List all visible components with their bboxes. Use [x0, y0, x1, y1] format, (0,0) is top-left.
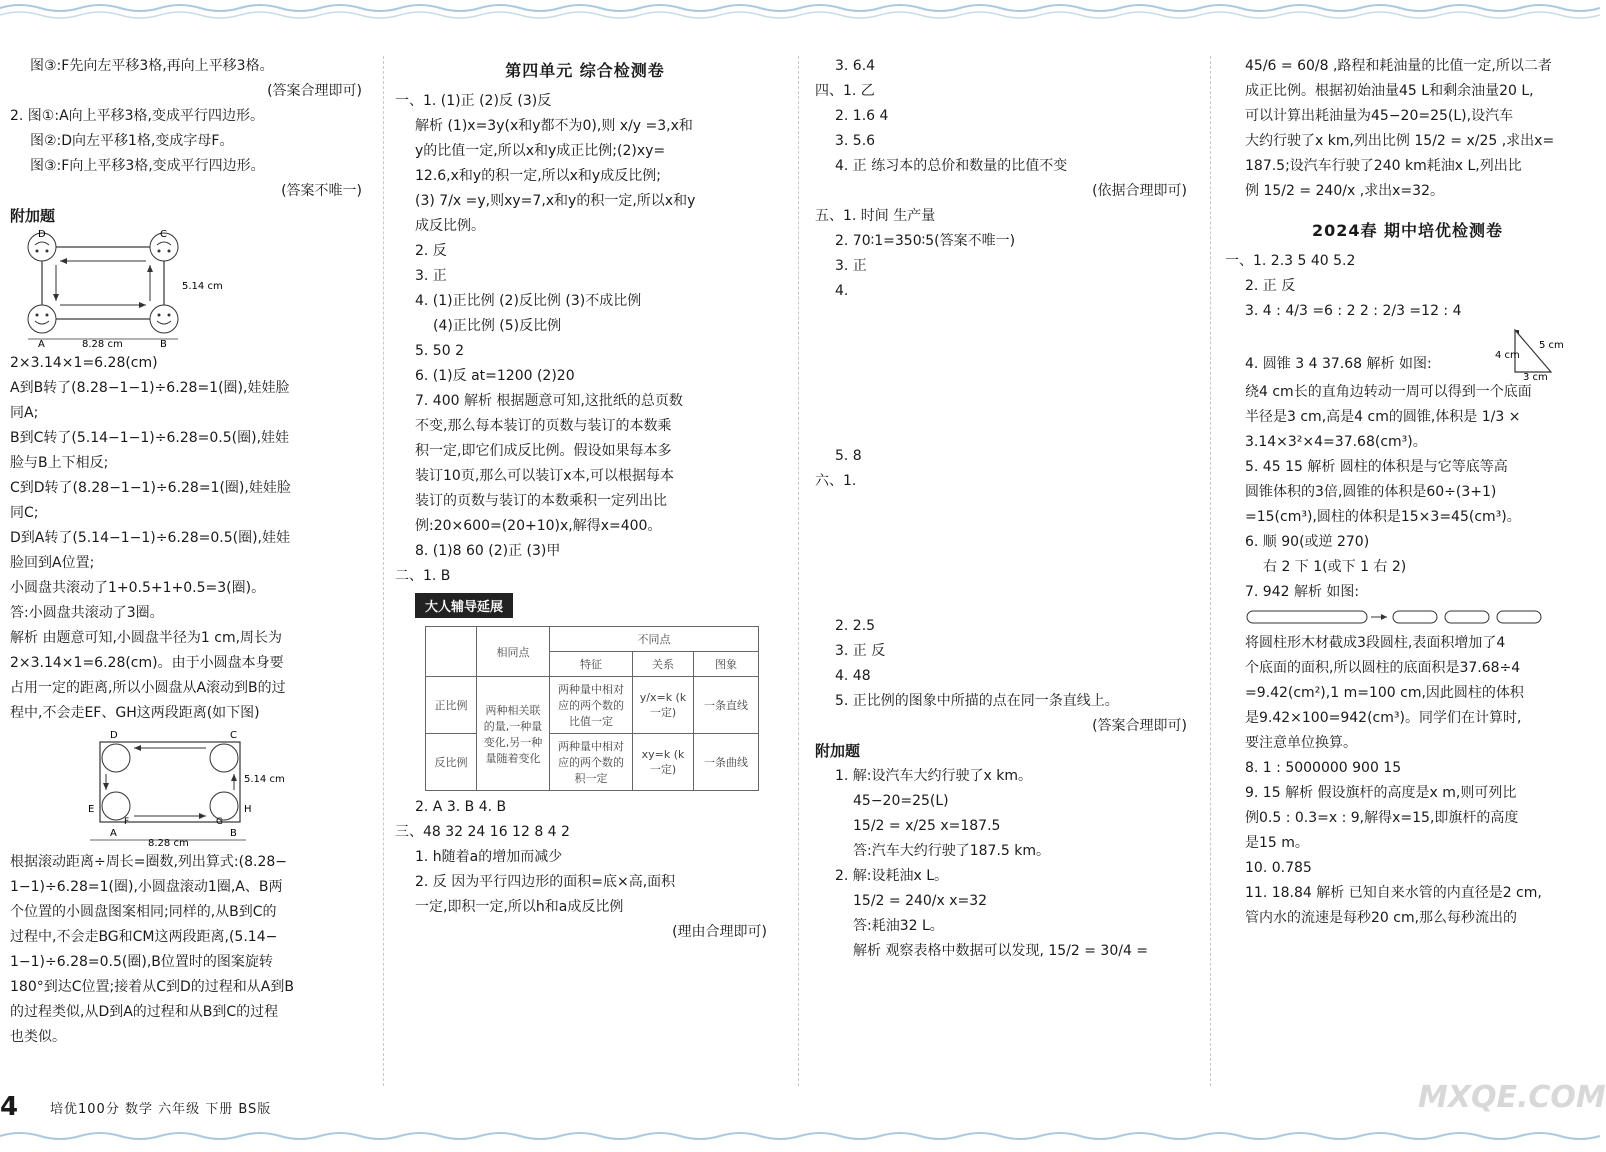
answer-line: =15(cm³),圆柱的体积是15×3=45(cm³)。: [1245, 509, 1521, 525]
answer-line: 3. 正: [835, 258, 867, 274]
text-line: 同C;: [10, 505, 39, 521]
answer-line: 二、1. B: [395, 568, 451, 584]
height-label: 5.14 cm: [182, 281, 223, 292]
answer-line: 解析 (1)x=3y(x和y都不为0),则 x/y =3,x和: [415, 118, 693, 134]
answer-line: 管内水的流速是每秒20 cm,那么每秒流出的: [1245, 910, 1518, 926]
answer-line: 2. 解:设耗油x L。: [835, 868, 949, 884]
answer-line: 三、48 32 24 16 12 8 4 2: [395, 824, 570, 840]
answer-line: 5. 8: [835, 448, 862, 464]
column-2: [395, 54, 775, 1094]
height-label: 5.14 cm: [244, 774, 285, 785]
production-line-chart: [833, 304, 1153, 444]
tutor-tag: 大人辅导延展: [415, 593, 513, 618]
answer-line: (答案合理即可): [1092, 718, 1187, 734]
top-wave-border: [0, 0, 1600, 22]
page-footer: [0, 1092, 400, 1122]
answer-line: (依据合理即可): [1092, 183, 1187, 199]
table-header: 不同点: [550, 627, 759, 652]
book-info: 培优100分 数学 六年级 下册 BS版: [50, 1102, 272, 1117]
rolling-disc-figure-1: [10, 231, 370, 349]
width-label: 8.28 cm: [82, 339, 123, 350]
answer-line: 可以计算出耗油量为45−20=25(L),设汽车: [1245, 108, 1514, 124]
point-label-A: A: [110, 828, 117, 839]
text-line: 过程中,不会走BG和CM这两段距离,(5.14−: [10, 929, 278, 945]
answer-line: 要注意单位换算。: [1245, 735, 1357, 751]
point-label-H: H: [244, 804, 252, 815]
text-line: 占用一定的距离,所以小圆盘从A滚动到B的过: [10, 680, 286, 696]
answer-line: 2. A 3. B 4. B: [415, 799, 507, 815]
column-separator: [1210, 56, 1211, 1086]
answer-line: 5. 45 15 解析 圆柱的体积是与它等底等高: [1245, 459, 1508, 475]
point-label-C: C: [230, 730, 237, 741]
answer-line: 积一定,即它们成反比例。假设如果每本多: [415, 443, 672, 459]
distance-line-chart: [853, 494, 1073, 614]
answer-line: (理由合理即可): [672, 924, 767, 940]
text-line: 图③:F向上平移3格,变成平行四边形。: [30, 158, 265, 174]
answer-line: 15/2 = 240/x x=32: [853, 893, 988, 909]
answer-line: 例 15/2 = 240/x ,求出x=32。: [1245, 183, 1444, 199]
text-line: 2. 图①:A向上平移3格,变成平行四边形。: [10, 108, 265, 124]
table-header: 关系: [633, 652, 694, 677]
answer-line: 2. 1.6 4: [835, 108, 889, 124]
answer-line: 是9.42×100=942(cm³)。同学们在计算时,: [1245, 710, 1522, 726]
rectangle-path-diagram: [10, 231, 270, 349]
text-line: D到A转了(5.14−1−1)÷6.28=0.5(圈),娃娃: [10, 530, 290, 546]
text-line: 1−1)÷6.28=0.5(圈),B位置时的图案旋转: [10, 954, 273, 970]
answer-line: 解析 观察表格中数据可以发现, 15/2 = 30/4 =: [853, 943, 1149, 959]
table-cell: y/x=k (k一定): [633, 677, 694, 734]
answer-line: 装订的页数与装订的本数乘积一定列出比: [415, 493, 667, 509]
extra-question-title: 附加题: [10, 207, 56, 225]
answer-line: 例:20×600=(20+10)x,解得x=400。: [415, 518, 662, 534]
answer-line: 11. 18.84 解析 已知自来水管的内直径是2 cm,: [1245, 885, 1542, 901]
column-4: [1225, 54, 1590, 1094]
point-label-G: G: [216, 817, 223, 827]
text-line: 图②:D向左平移1格,变成字母F。: [30, 133, 234, 149]
proportion-comparison-table: [425, 626, 759, 791]
text-line: 2×3.14×1=6.28(cm)。由于小圆盘本身要: [10, 655, 284, 671]
text-line: 解析 由题意可知,小圆盘半径为1 cm,周长为: [10, 630, 283, 646]
answer-line: 1. h随着a的增加而减少: [415, 849, 563, 865]
bottom-wave-border: [0, 1128, 1600, 1150]
answer-line: 五、1. 时间 生产量: [815, 208, 936, 224]
answer-line: 8. 1 : 5000000 900 15: [1245, 760, 1402, 776]
table-cell: 两种量中相对应的两个数的积一定: [550, 734, 633, 791]
column-1: [10, 54, 370, 1094]
table-cell: 两种量中相对应的两个数的比值一定: [550, 677, 633, 734]
text-line: 的过程类似,从D到A的过程和从B到C的过程: [10, 1004, 279, 1020]
table-header: 特征: [550, 652, 633, 677]
side-label: 5 cm: [1539, 340, 1564, 351]
point-label-E: E: [88, 804, 95, 815]
answer-line: =9.42(cm²),1 m=100 cm,因此圆柱的体积: [1245, 685, 1524, 701]
answer-line: 答:耗油32 L。: [853, 918, 944, 934]
side-label: 4 cm: [1495, 350, 1520, 361]
answer-line: 4. 48: [835, 668, 871, 684]
text-line: 程中,不会走EF、GH这两段距离(如下图): [10, 705, 260, 721]
answer-line: 15/2 = x/25 x=187.5: [853, 818, 1001, 834]
answer-line: 一定,即积一定,所以h和a成反比例: [415, 899, 624, 915]
answer-line: 4. 圆锥 3 4 37.68 解析 如图:: [1245, 356, 1432, 372]
section-title: 2024春 期中培优检测卷: [1311, 221, 1504, 240]
text-line: 个位置的小圆盘图案相同;同样的,从B到C的: [10, 904, 277, 920]
table-cell: 反比例: [426, 734, 477, 791]
rectangle-path-diagram-detail: [10, 728, 285, 849]
triangle-row: [1225, 324, 1590, 383]
text-line: 1−1)÷6.28=1(圈),小圆盘滚动1圈,A、B两: [10, 879, 283, 895]
point-label-C: C: [160, 229, 167, 240]
answer-line: 是15 m。: [1245, 835, 1309, 851]
side-label: 3 cm: [1523, 372, 1548, 383]
answer-line: 2. 反: [415, 243, 447, 259]
answer-line: 2. 2.5: [835, 618, 876, 634]
text-line: 也类似。: [10, 1029, 66, 1045]
answer-line: 个底面的面积,所以圆柱的底面积是37.68÷4: [1245, 660, 1521, 676]
point-label-A: A: [38, 339, 45, 350]
section-title: 第四单元 综合检测卷: [505, 61, 665, 80]
text-line: 答:小圆盘共滚动了3圈。: [10, 605, 164, 621]
answer-line: 半径是3 cm,高是4 cm的圆锥,体积是 1/3 ×: [1245, 409, 1521, 425]
column-separator: [383, 56, 384, 1086]
answer-line: 5. 50 2: [415, 343, 464, 359]
table-cell: 两种相关联的量,一种量变化,另一种量随着变化: [477, 677, 550, 791]
answer-line: 6. 顺 90(或逆 270): [1245, 534, 1370, 550]
text-line: (答案合理即可): [267, 83, 362, 99]
point-label-D: D: [38, 229, 46, 240]
text-line: 180°到达C位置;接着从C到D的过程和从A到B: [10, 979, 294, 995]
answer-line: 成反比例。: [415, 218, 485, 234]
text-line: 同A;: [10, 405, 39, 421]
answer-line: 3.14×3²×4=37.68(cm³)。: [1245, 434, 1427, 450]
answer-line: 4.: [835, 283, 849, 299]
answer-line: 3. 5.6: [835, 133, 876, 149]
text-line: 2×3.14×1=6.28(cm): [10, 355, 158, 371]
answer-line: 5. 正比例的图象中所描的点在同一条直线上。: [835, 693, 1119, 709]
answer-line: 3. 6.4: [835, 58, 876, 74]
answer-line: 2. 正 反: [1245, 278, 1296, 294]
table-header: 图象: [694, 652, 759, 677]
answer-line: 答:汽车大约行驶了187.5 km。: [853, 843, 1050, 859]
text-line: 根据滚动距离÷周长=圈数,列出算式:(8.28−: [10, 854, 287, 870]
answer-line: 2. 70∶1=350∶5(答案不唯一): [835, 233, 1016, 249]
text-line: A到B转了(8.28−1−1)÷6.28=1(圈),娃娃脸: [10, 380, 290, 396]
answer-line: 将圆柱形木材截成3段圆柱,表面积增加了4: [1245, 635, 1506, 651]
width-label: 8.28 cm: [148, 838, 189, 849]
answer-line: 一、1. (1)正 (2)反 (3)反: [395, 93, 552, 109]
answer-line: 3. 正: [415, 268, 447, 284]
rolling-disc-figure-2: [10, 728, 370, 848]
text-line: 脸回到A位置;: [10, 555, 95, 571]
answer-line: 3. 正 反: [835, 643, 886, 659]
answer-line: 2. 反 因为平行四边形的面积=底×高,面积: [415, 874, 676, 890]
table-header: 相同点: [477, 627, 550, 677]
extra-question-title: 附加题: [815, 742, 861, 760]
answer-line: (4)正比例 (5)反比例: [433, 318, 562, 334]
text-line: 脸与B上下相反;: [10, 455, 109, 471]
answer-line: 装订10页,那么可以装订x本,可以根据每本: [415, 468, 674, 484]
table-cell: xy=k (k一定): [633, 734, 694, 791]
answer-line: 3. 4 : 4/3 =6 : 2 2 : 2/3 =12 : 4: [1245, 303, 1462, 319]
answer-line: 7. 942 解析 如图:: [1245, 584, 1360, 600]
answer-line: y的比值一定,所以x和y成正比例;(2)xy=: [415, 143, 666, 159]
page-number: 4: [0, 1092, 19, 1122]
table-cell: 一条直线: [694, 677, 759, 734]
answer-line: 4. (1)正比例 (2)反比例 (3)不成比例: [415, 293, 642, 309]
answer-line: 一、1. 2.3 5 40 5.2: [1225, 253, 1356, 269]
point-label-B: B: [160, 339, 167, 350]
answer-line: 4. 正 练习本的总价和数量的比值不变: [835, 158, 1068, 174]
answer-line: 六、1.: [815, 473, 857, 489]
text-line: (答案不唯一): [281, 183, 362, 199]
answer-line: 例0.5 : 0.3=x : 9,解得x=15,即旗杆的高度: [1245, 810, 1519, 826]
text-line: B到C转了(5.14−1−1)÷6.28=0.5(圈),娃娃: [10, 430, 290, 446]
point-label-D: D: [110, 730, 118, 741]
point-label-F: F: [124, 817, 130, 827]
cylinder-cutting-diagram: [1245, 605, 1585, 631]
column-separator: [798, 56, 799, 1086]
column-3: [815, 54, 1195, 1094]
answer-line: 1. 解:设汽车大约行驶了x km。: [835, 768, 1033, 784]
answer-line: 45/6 = 60/8 ,路程和耗油量的比值一定,所以二者: [1245, 58, 1552, 74]
answer-line: 12.6,x和y的积一定,所以x和y成反比例;: [415, 168, 661, 184]
answer-line: 成正比例。根据初始油量45 L和剩余油量20 L,: [1245, 83, 1534, 99]
answer-line: 7. 400 解析 根据题意可知,这批纸的总页数: [415, 393, 683, 409]
answer-line: 圆锥体积的3倍,圆锥的体积是60÷(3+1): [1245, 484, 1497, 500]
answer-line: 8. (1)8 60 (2)正 (3)甲: [415, 543, 561, 559]
answer-line: 9. 15 解析 假设旗杆的高度是x m,则可列比: [1245, 785, 1517, 801]
answer-line: 187.5;设汽车行驶了240 km耗油x L,列出比: [1245, 158, 1522, 174]
point-label-B: B: [230, 828, 237, 839]
watermark: MXQE.COM: [1418, 1080, 1606, 1115]
text-line: 小圆盘共滚动了1+0.5+1+0.5=3(圈)。: [10, 580, 266, 596]
text-line: C到D转了(8.28−1−1)÷6.28=1(圈),娃娃脸: [10, 480, 291, 496]
answer-line: 不变,那么每本装订的页数与装订的本数乘: [415, 418, 672, 434]
answer-line: 6. (1)反 at=1200 (2)20: [415, 368, 575, 384]
answer-line: 右 2 下 1(或下 1 右 2): [1263, 559, 1407, 575]
answer-line: 45−20=25(L): [853, 793, 949, 809]
answer-line: (3) 7/x =y,则xy=7,x和y的积一定,所以x和y: [415, 193, 696, 209]
text-line: 图③:F先向左平移3格,再向上平移3格。: [30, 58, 274, 74]
answer-line: 10. 0.785: [1245, 860, 1312, 876]
answer-line: 大约行驶了x km,列出比例 15/2 = x/25 ,求出x=: [1245, 133, 1555, 149]
answer-line: 绕4 cm长的直角边转动一周可以得到一个底面: [1245, 384, 1532, 400]
answer-line: 四、1. 乙: [815, 83, 875, 99]
table-cell: 一条曲线: [694, 734, 759, 791]
right-triangle-diagram: [1495, 324, 1585, 383]
table-cell: 正比例: [426, 677, 477, 734]
